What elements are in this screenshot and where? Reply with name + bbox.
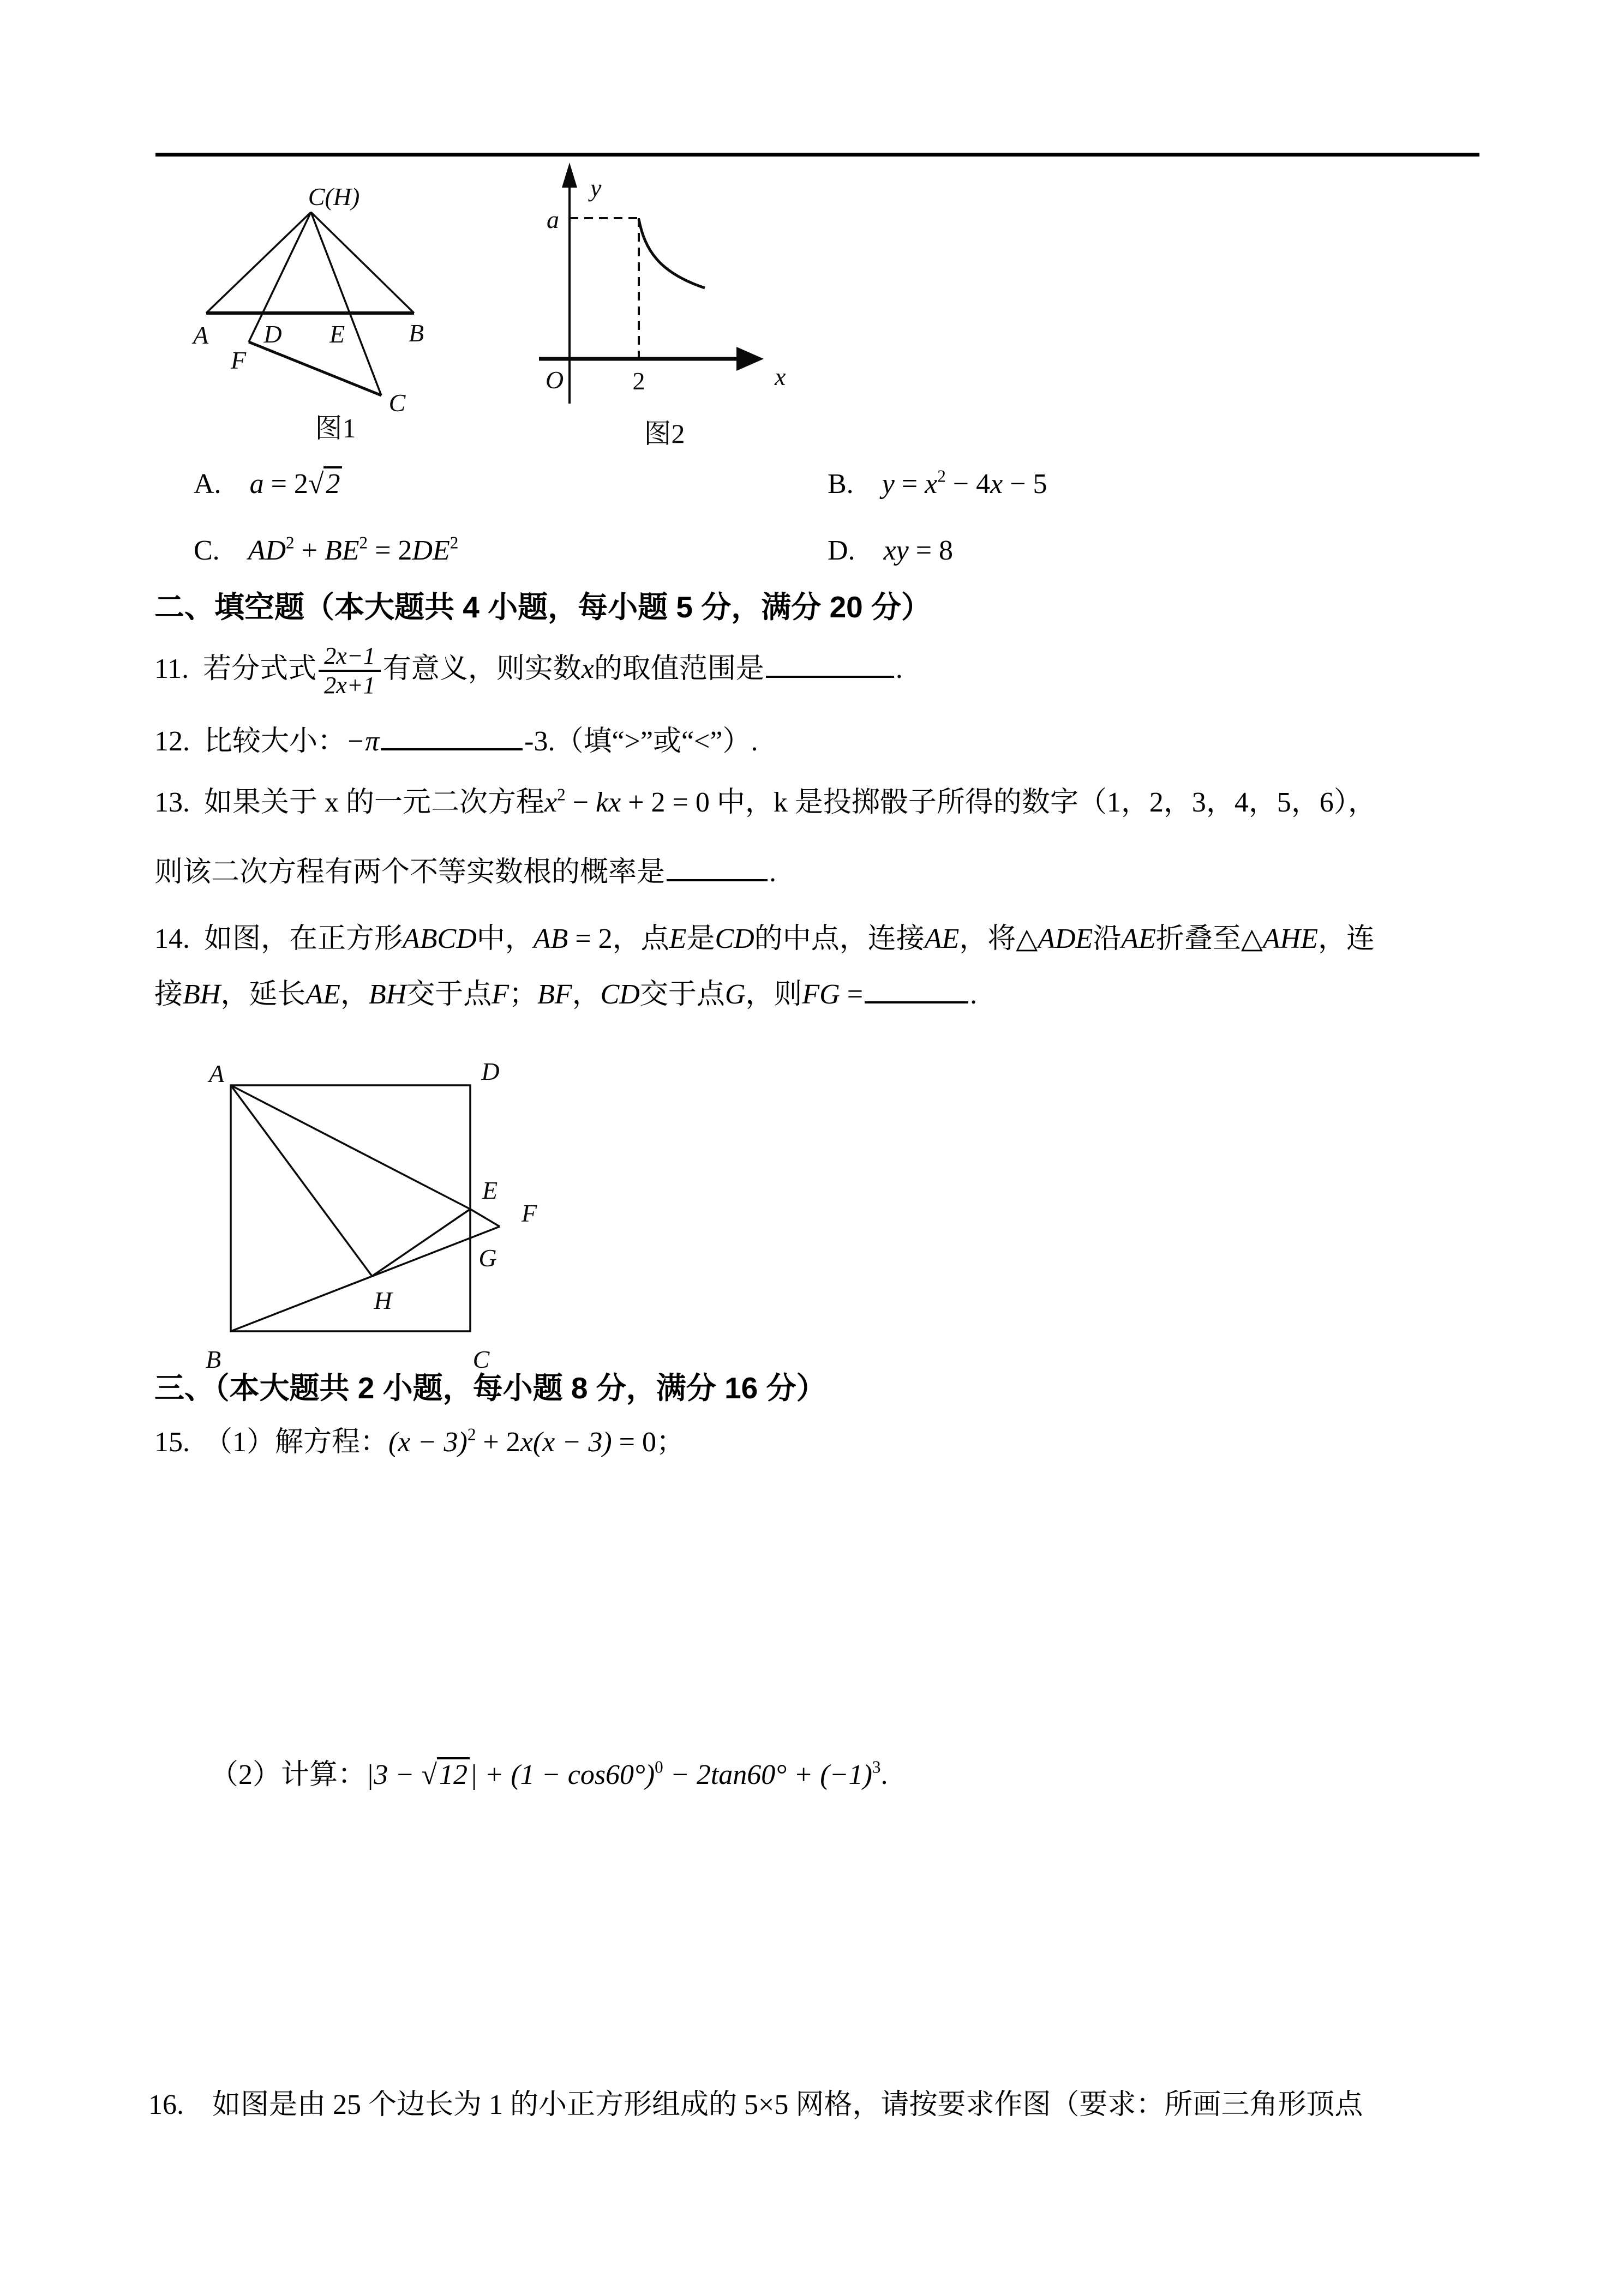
question-13-line1: 13. 如果关于 x 的一元二次方程$x^2$ − kx + 2 = 0 中，k 是投掷骰子所得的数字（1，2，3，4，5，6）， bbox=[154, 785, 1376, 818]
fig1-apex-B bbox=[311, 212, 414, 313]
fig1-F-C bbox=[249, 342, 381, 395]
question-14-line1: 14. 如图，在正方形ABCD中，AB = 2，点E是CD的中点，连接AE，将△ADE沿AE折叠至△AHE，连 bbox=[154, 923, 1375, 954]
fig14-label-G: G bbox=[478, 1244, 497, 1272]
fig14-label-D: D bbox=[481, 1057, 500, 1085]
option-b: B. $y = x^2 - 4x - 5$ bbox=[828, 466, 1047, 500]
question-15-part1: 15. （1）解方程：$(x - 3)^2 + 2x(x - 3) = 0$； bbox=[154, 1425, 685, 1458]
fig14-A-H bbox=[231, 1085, 372, 1276]
question-11: 11. 若分式式 $\frac{2x-1}{2x+1}$ 有意义，则实数x的取值范围是 . bbox=[154, 642, 903, 699]
fig14-label-C: C bbox=[472, 1345, 490, 1373]
fig14-square bbox=[231, 1085, 470, 1331]
fig14-label-F: F bbox=[521, 1199, 537, 1227]
fig1-label-B: B bbox=[408, 319, 424, 347]
fig2-label-x: x bbox=[775, 363, 786, 390]
option-c: C. $AD^2 + BE^2 = 2DE^2$ bbox=[194, 533, 459, 566]
option-a: A. a = 2√2 bbox=[194, 466, 342, 503]
fig14-H-E bbox=[372, 1209, 470, 1276]
fig1-label-A: A bbox=[193, 321, 209, 349]
fig1-label-E: E bbox=[329, 320, 345, 348]
fig14-B-F bbox=[231, 1227, 500, 1331]
section-three-heading: 三、（本大题共 2 小题，每小题 8 分，满分 16 分） bbox=[154, 1371, 826, 1405]
question-12: 12. 比较大小：−π -3.（填“>”或“<”）. bbox=[154, 726, 758, 757]
fig2-y-arrow bbox=[562, 163, 577, 188]
fig14-label-A: A bbox=[208, 1060, 225, 1087]
fig2-label-O: O bbox=[546, 366, 564, 394]
fig14-label-B: B bbox=[205, 1345, 221, 1373]
fig1-label-F: F bbox=[230, 346, 247, 374]
section-fill-in-heading: 二、填空题（本大题共 4 小题，每小题 5 分，满分 20 分） bbox=[154, 590, 932, 624]
fig2-label-2: 2 bbox=[632, 367, 645, 395]
fig2-curve bbox=[639, 219, 705, 288]
fig14-E-F bbox=[470, 1209, 500, 1227]
fig1-apex-C bbox=[311, 212, 381, 395]
question-16: 16. 如图是由 25 个边长为 1 的小正方形组成的 5×5 网格，请按要求作图（要求：所画三角形顶点 bbox=[148, 2089, 1363, 2120]
fig2-label-a: a bbox=[547, 206, 559, 233]
fig2-caption: 图2 bbox=[644, 418, 685, 449]
question-14-line2: 接BH，延长AE，BH交于点F；BF，CD交于点G，则FG = . bbox=[154, 979, 978, 1010]
fig14-A-E bbox=[231, 1085, 470, 1209]
option-d: D. xy = 8 bbox=[828, 535, 954, 566]
figure-1-triangle bbox=[180, 161, 453, 450]
question-13-line2: 则该二次方程有两个不等实数根的概率是 . bbox=[154, 857, 777, 888]
figure-2-graph bbox=[521, 158, 799, 453]
fig14-label-H: H bbox=[374, 1287, 392, 1314]
fig14-label-E: E bbox=[482, 1176, 498, 1204]
top-rule bbox=[155, 153, 1479, 157]
fig1-label-apex: C(H) bbox=[308, 183, 360, 211]
figure-q14-square bbox=[205, 1055, 554, 1377]
fig1-label-D: D bbox=[263, 320, 282, 348]
fig2-x-arrow bbox=[736, 347, 764, 371]
fig1-caption: 图1 bbox=[315, 413, 356, 443]
fig2-label-y: y bbox=[590, 174, 602, 202]
fig1-label-C: C bbox=[388, 389, 406, 417]
question-15-part2: （2）计算：$|3 - √12| + (1 - \cos 60^\circ)^0 - 2\tan 60^\circ + (-1)^3$. bbox=[210, 1757, 888, 1790]
fig1-apex-A bbox=[206, 212, 311, 313]
